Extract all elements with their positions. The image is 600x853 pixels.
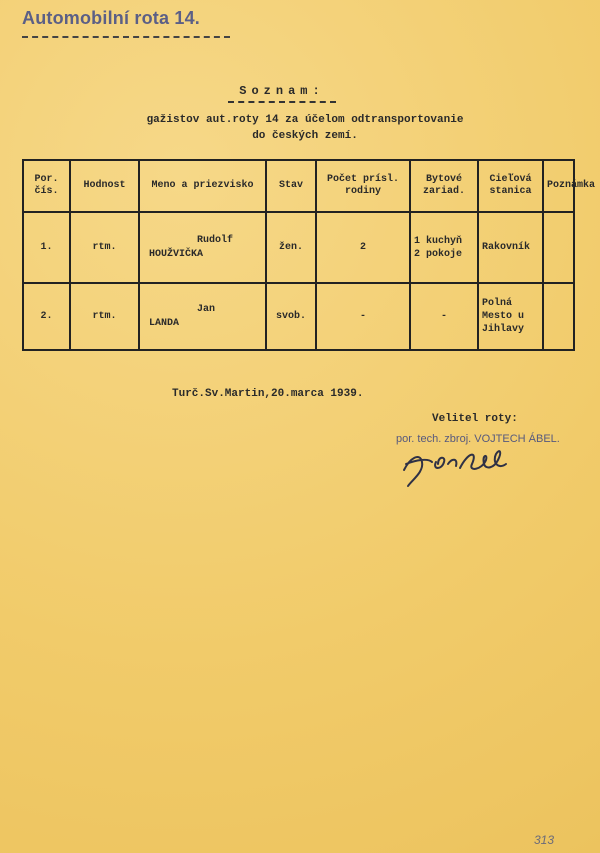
destination-line-1: Rakovník [482, 242, 531, 253]
col-header-destination: Cieľová stanica [478, 160, 543, 212]
cell-status: svob. [266, 283, 316, 350]
last-name: HOUŽVIČKA [149, 248, 204, 260]
cell-family: 2 [316, 212, 410, 283]
cell-note [543, 212, 574, 283]
cell-furnishing [410, 283, 478, 350]
table-row [23, 212, 574, 283]
subtitle-line-2: do českých zemí. [252, 130, 358, 142]
first-name: Jan [197, 303, 216, 315]
handwritten-signature [398, 440, 518, 490]
last-name: LANDA [149, 317, 180, 329]
col-header-status: Stav [266, 160, 316, 212]
commander-label: Velitel roty: [432, 413, 518, 425]
col-header-family: Počet prísl. rodiny [316, 160, 410, 212]
destination-line-1: Polná [482, 298, 513, 309]
page-number: 313 [534, 833, 555, 847]
cell-family: - [316, 283, 410, 350]
col-header-number: Por. čís. [23, 160, 70, 212]
header-divider [22, 36, 230, 38]
first-name: Rudolf [197, 234, 234, 246]
place-date: Turč.Sv.Martin,20.marca 1939. [172, 388, 364, 400]
furnishing-line-1: 1 kuchyň [414, 235, 463, 247]
cell-rank: rtm. [70, 212, 139, 283]
heading-underline [228, 101, 336, 103]
document-subtitle [110, 112, 500, 144]
furnishing-line-1: - [440, 311, 447, 322]
cell-name [139, 283, 266, 350]
cell-name [139, 212, 266, 283]
unit-header-stamp: Automobilní rota 14. [22, 8, 201, 28]
personnel-table [22, 159, 596, 351]
col-header-rank: Hodnost [70, 160, 139, 212]
cell-number: 2. [23, 283, 70, 350]
col-header-name: Meno a priezvisko [139, 160, 266, 212]
cell-furnishing [410, 212, 478, 283]
cell-status: žen. [266, 212, 316, 283]
destination-line-3: Jihlavy [482, 324, 525, 335]
commander-stamp: por. tech. zbroj. VOJTECH ÁBEL. [396, 433, 560, 445]
destination-line-2: Mesto u [482, 311, 525, 322]
furnishing-line-2: 2 pokoje [414, 248, 463, 260]
col-header-note: Poznámka [543, 160, 574, 212]
cell-destination [478, 283, 543, 350]
col-header-furnishing: Bytové zariad. [410, 160, 478, 212]
table-row [23, 283, 574, 350]
document-heading: Soznam: [239, 84, 325, 98]
table-header-row [23, 160, 574, 212]
cell-number: 1. [23, 212, 70, 283]
subtitle-line-1: gažistov aut.roty 14 za účelom odtransportovanie [146, 114, 464, 126]
cell-rank: rtm. [70, 283, 139, 350]
cell-destination [478, 212, 543, 283]
cell-note [543, 283, 574, 350]
